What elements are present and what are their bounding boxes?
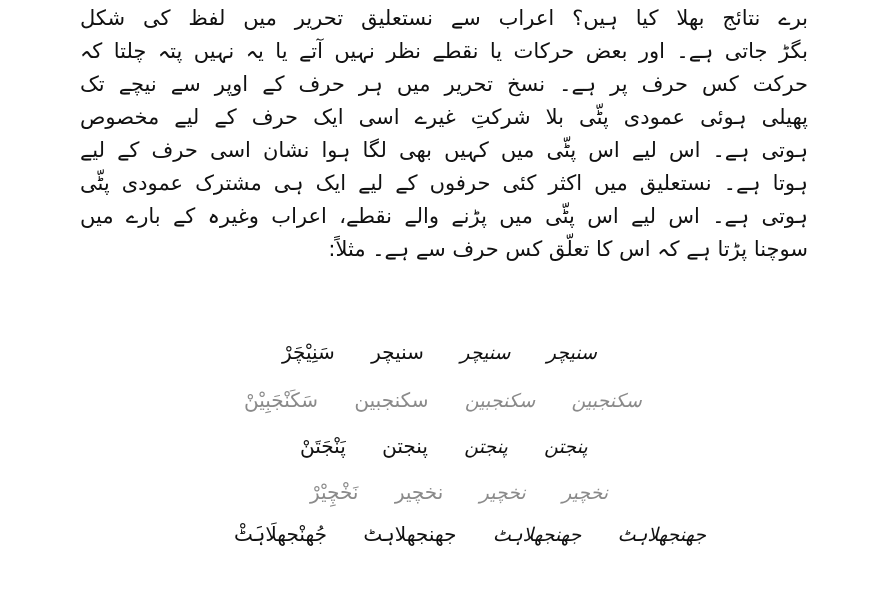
example-word: پَنْجَتَنْ	[300, 434, 346, 458]
paragraph-line-5: ہوتی ہے۔ اس لیے اس پٹّی میں کہیں بھی لگا ہوا نشان اسی حرف کے لیے	[80, 138, 808, 162]
example-word: نخچیر	[562, 482, 609, 504]
paragraph-line-4: پھیلی ہوئی عمودی پٹّی بلا شرکتِ غیرے اسی ایک حرف کے لیے مخصوص	[80, 105, 808, 129]
example-word: سکنجبین	[354, 388, 429, 412]
example-word: جھنجھلاہٹ	[617, 524, 706, 546]
example-word: پنجتن	[544, 436, 588, 458]
example-word: سکنجبین	[464, 390, 536, 412]
example-word: نخچیر	[479, 482, 526, 504]
paragraph-line-8: سوچنا پڑتا ہے کہ اس کا تعلّق کس حرف سے ہے۔ مثلاً:	[328, 237, 808, 261]
example-word: سکنجبین	[571, 390, 642, 412]
example-word: نَخْچِیْرْ	[310, 480, 359, 504]
example-row-4	[310, 478, 608, 507]
example-row-1	[282, 338, 597, 367]
example-word: نخچیر	[394, 480, 444, 504]
example-word: سَکَنْجَبِیْنْ	[244, 388, 319, 412]
example-row-2	[244, 386, 642, 415]
example-word: جھنجھلاہٹ	[492, 524, 582, 546]
paragraph-line-7: ہوتی ہے۔ اس لیے اس پٹّی میں پڑنے والے نقطے، اعراب وغیرہ کے بارے میں	[80, 204, 808, 228]
paragraph-line-2: بگڑ جاتی ہے۔ اور بعض حرکات یا نقطے نظر نہیں آتے یا یہ نہیں پتہ چلتا کہ	[80, 39, 808, 63]
paragraph-line-1: برے نتائج بھلا کیا ہیں؟ اعراب سے نستعلیق تحریر میں لفظ کی شکل	[80, 6, 808, 30]
example-word: سنیچر	[371, 340, 424, 364]
example-row-5	[234, 520, 706, 549]
paragraph-line-6: ہوتا ہے۔ نستعلیق میں اکثر کئی حرفوں کے لیے ایک ہی مشترک عمودی پٹّی	[80, 171, 808, 195]
example-word: سنیچر	[546, 342, 597, 364]
example-word: سَنِیْچَرْ	[282, 340, 335, 364]
example-word: پنجتن	[464, 436, 508, 458]
example-row-3	[300, 432, 588, 461]
paragraph-line-3: حرکت کس حرف پر ہے۔ نسخ تحریر میں ہر حرف کے اوپر سے نیچے تک	[80, 72, 808, 96]
example-word: جُھنْجھلَاہَٹْ	[234, 522, 328, 546]
example-word: سنیچر	[460, 342, 511, 364]
example-word: جھنجھلاہٹ	[363, 522, 457, 546]
example-word: پنجتن	[382, 434, 428, 458]
